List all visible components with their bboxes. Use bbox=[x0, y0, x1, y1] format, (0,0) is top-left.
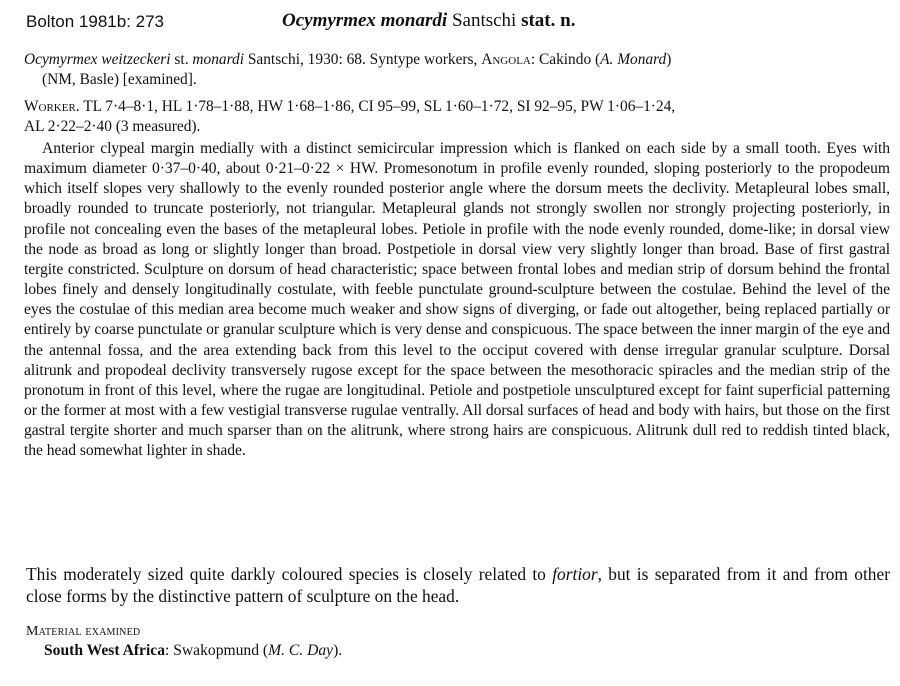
synonym-depository: (NM, Basle) [examined]. bbox=[42, 71, 197, 88]
synonym-close: ) bbox=[666, 51, 672, 68]
material-locality: : Swakopmund ( bbox=[165, 642, 269, 659]
synonymy-entry bbox=[24, 50, 892, 90]
measurements-line-1: TL 7·4–8·1, HL 1·78–1·88, HW 1·68–1·86, CI 95–99, SL 1·60–1·72, SI 92–95, PW 1·06–1·24, bbox=[79, 98, 676, 115]
source-reference: Bolton 1981b: 273 bbox=[26, 12, 165, 31]
synonym-subtaxon: monardi bbox=[192, 51, 244, 68]
material-region: South West Africa bbox=[44, 642, 166, 659]
worker-measurements bbox=[24, 97, 892, 137]
remark-text-before: This moderately sized quite darkly coloured species is closely related to bbox=[26, 564, 553, 584]
synonym-citation: Santschi, 1930: 68. Syntype workers, bbox=[243, 51, 482, 68]
taxonomic-status: stat. n. bbox=[521, 10, 576, 31]
synonym-rank: st. bbox=[170, 51, 193, 68]
synonym-collector: A. Monard bbox=[600, 51, 667, 68]
material-end: ). bbox=[333, 642, 343, 659]
synonym-locality: : Cakindo ( bbox=[530, 51, 601, 68]
remark-taxon: fortior bbox=[552, 564, 598, 584]
species-title bbox=[282, 10, 575, 32]
remark-text-after: , but is separated from it and from other close forms by the distinctive pattern of sculpture on the head. bbox=[26, 564, 890, 606]
material-record bbox=[44, 642, 342, 660]
measurements-line-2: AL 2·22–2·40 (3 measured). bbox=[24, 118, 201, 135]
species-header bbox=[0, 10, 900, 36]
worker-description: Anterior clypeal margin medially with a distinct semicircular impression which is flanked on each side by a small tooth. Eyes with maximum diameter 0·37–0·40, about 0·21–0·22 × HW. Promesonotum in profile evenly rounded, sloping posteriorly to the propodeum which itself slopes very shallowly to the evenly rounded posterior angle where the dorsum meets the declivity. Metapleural lobes small, broadly rounded to truncate posteriorly, not triangular. Metapleural glands not strongly swollen nor strongly projecting posteriorly, in profile not concealing even the bases of the metapleural lobes. Petiole in profile with the node evenly rounded, dome-like; in dorsal view the node as broad as long or slightly longer than broad. Postpetiole in dorsal view very slightly longer than broad. Base of first gastral tergite constricted. Sculpture on dorsum of head characteristic; space between frontal lobes and median strip of dorsum behind the frontal lobes finely and densely longitudinally costulate, with feeble punctulate ground-sculpture between the costulae. Behind the level of the eyes the costulae of this median area become much weaker and show signs of diverging, or fade out altogether, being replaced partially or entirely by coarse punctulate or granular sculpture which is very dense and conspicuous. The space between the inner margin of the eye and the antennal fossa, and the area extending back from this level to the occiput covered with dense irregular granular sculpture. Dorsal alitrunk and propodeal declivity transversely rugose except for the space between the mesothoracic spiracles and the median strip of the pronotum in front of this level, where the rugae are longitudinal. Petiole and postpetiole unsculptured except for faint superficial patterning or the former at most with a few vestigial transverse rugulae ventrally. All dorsal surfaces of head and body with hairs, but those on the first gastral tergite shorter and much sparser than on the alitrunk, where strong hairs are conspicuous. Alitrunk dull red to reddish tinted black, the head somewhat lighter in shade. bbox=[24, 140, 890, 460]
material-examined-heading: Material examined bbox=[26, 624, 141, 639]
worker-label: Worker. bbox=[24, 98, 80, 115]
synonym-taxon: Ocymyrmex weitzeckeri bbox=[24, 51, 171, 68]
material-collector: M. C. Day bbox=[268, 642, 334, 659]
species-name: Ocymyrmex monardi bbox=[282, 10, 448, 31]
species-author: Santschi bbox=[451, 10, 517, 31]
synonym-country: Angola bbox=[481, 51, 531, 68]
diagnostic-remark bbox=[26, 563, 890, 607]
